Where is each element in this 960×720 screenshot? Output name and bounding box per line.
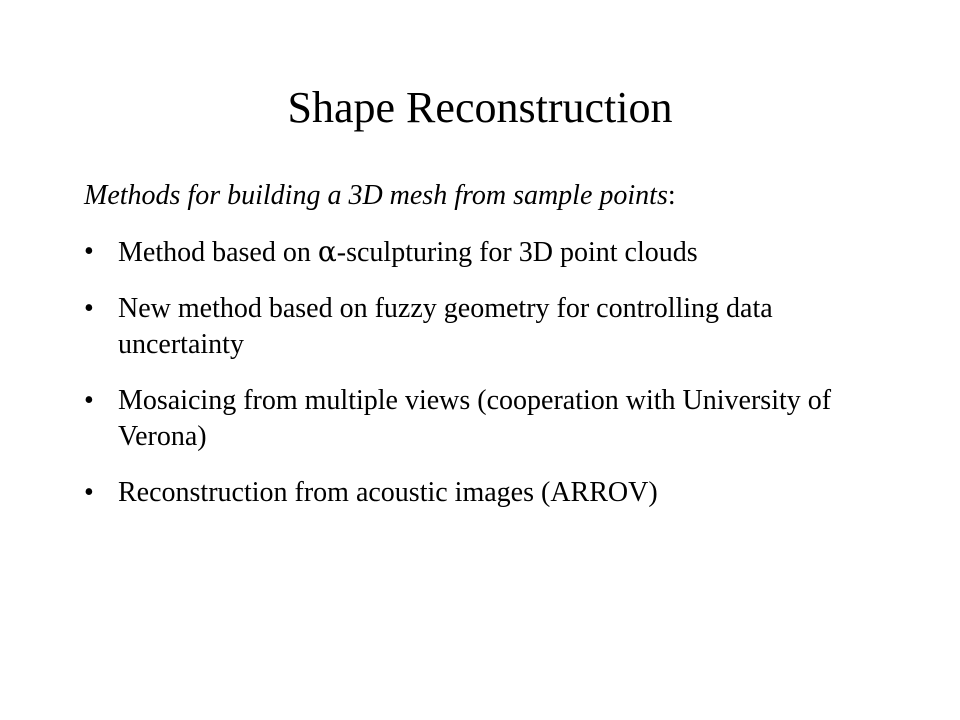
alpha-symbol: α — [317, 235, 337, 268]
bullet-marker: • — [84, 477, 94, 508]
bullet-text-part: -sculpturing for 3D point clouds — [336, 237, 698, 268]
bullet-item-acoustic-images — [84, 475, 904, 511]
bullet-text-part: Method based on — [118, 237, 318, 268]
bullet-marker: • — [84, 293, 94, 324]
slide-title: Shape Reconstruction — [287, 83, 673, 132]
bullet-item-mosaicing — [84, 383, 904, 455]
subtitle-text: Methods for building a 3D mesh from sample points — [84, 180, 668, 211]
bullet-marker: • — [84, 236, 94, 267]
bullet-item-alpha-sculpturing — [84, 234, 904, 271]
bullet-marker: • — [84, 385, 94, 416]
bullet-list — [84, 234, 904, 531]
slide-subtitle — [84, 178, 676, 214]
bullet-item-fuzzy-geometry — [84, 291, 904, 363]
bullet-text: Reconstruction from acoustic images (ARROV) — [118, 477, 658, 508]
bullet-text: New method based on fuzzy geometry for controlling data uncertainty — [118, 293, 773, 360]
subtitle-colon: : — [667, 180, 676, 211]
bullet-text: Mosaicing from multiple views (cooperation with University of Verona) — [118, 385, 832, 452]
